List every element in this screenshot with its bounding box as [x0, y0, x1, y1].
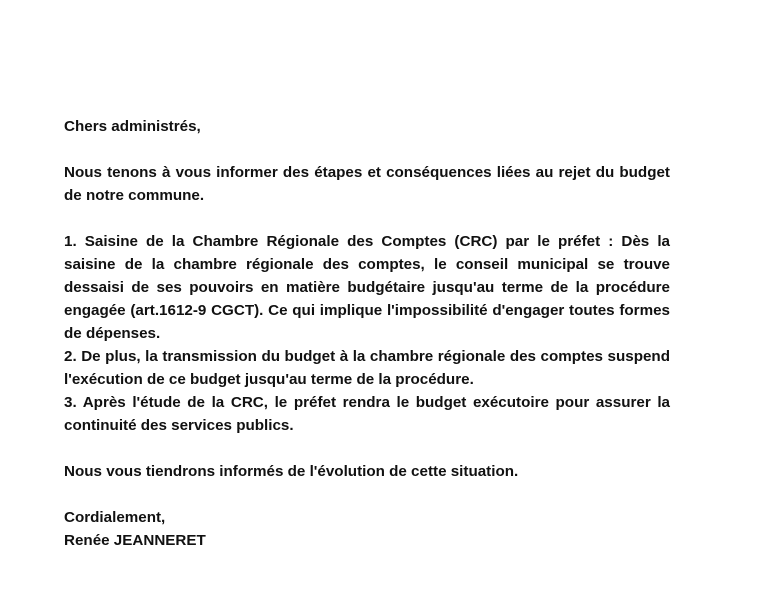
intro-paragraph: Nous tenons à vous informer des étapes et conséquences liées au rejet du budget de notre commune. — [64, 164, 670, 204]
signature: Renée JEANNERET — [64, 532, 206, 549]
letter-body — [64, 115, 670, 552]
spacer — [64, 437, 670, 460]
point-1: 1. Saisine de la Chambre Régionale des Comptes (CRC) par le préfet : Dès la saisine de la chambre régionale des comptes, le conseil municipal se trouve dessaisi de ses pouvoirs en matière budgétaire jusqu'au terme de la procédure engagée (art.1612-9 CGCT). Ce qui implique l'impossibilité d'engager toutes formes de dépenses. — [64, 233, 670, 342]
spacer — [64, 483, 670, 506]
spacer — [64, 138, 670, 161]
greeting: Chers administrés, — [64, 118, 201, 135]
signoff: Cordialement, — [64, 509, 166, 526]
point-2: 2. De plus, la transmission du budget à la chambre régionale des comptes suspend l'exécution de ce budget jusqu'au terme de la procédure. — [64, 348, 670, 388]
spacer — [64, 207, 670, 230]
point-3: 3. Après l'étude de la CRC, le préfet rendra le budget exécutoire pour assurer la continuité des services publics. — [64, 394, 670, 434]
closing-note: Nous vous tiendrons informés de l'évolution de cette situation. — [64, 463, 519, 480]
